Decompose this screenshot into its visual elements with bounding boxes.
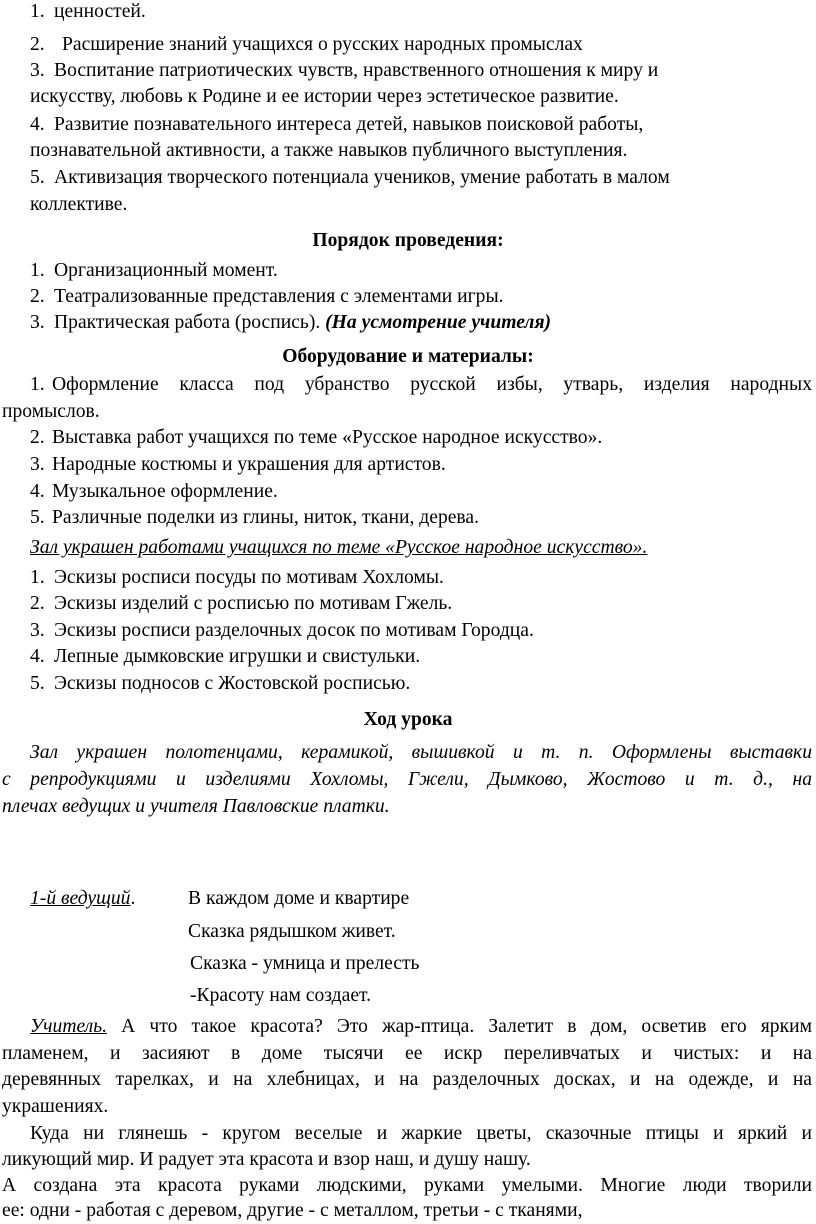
- teacher-line: украшениях.: [2, 1096, 109, 1117]
- hall-number: 1.: [30, 567, 45, 588]
- speaker-label: [30, 887, 135, 911]
- hall-item: Эскизы подносов с Жостовской росписью.: [54, 673, 411, 694]
- hall-item: Эскизы изделий с росписью по мотивам Гжель.: [54, 593, 453, 614]
- goal-text: ценностей.: [54, 1, 146, 22]
- order-number: 3.: [30, 312, 45, 333]
- equipment-heading: Оборудование и материалы:: [282, 346, 534, 367]
- equipment-item: Различные поделки из глины, ниток, ткани, дерева.: [52, 507, 480, 528]
- teacher-label: Учитель.: [30, 1016, 108, 1037]
- hall-number: 5.: [30, 673, 45, 694]
- intro-line: с репродукциями и изделиями Хохломы, Гжели, Дымково, Жостово и т. д., на: [2, 769, 812, 790]
- equipment-number: 1.: [30, 374, 45, 395]
- equipment-number: 2.: [30, 427, 45, 448]
- goal-text: искусству, любовь к Родине и ее истории через эстетическое развитие.: [30, 86, 619, 107]
- goal-number: 3.: [30, 60, 45, 81]
- order-item: Организационный момент.: [54, 260, 278, 281]
- equipment-item: Музыкальное оформление.: [52, 481, 278, 502]
- teacher-line: деревянных тарелках, и на хлебницах, и на разделочных досках, и на одежде, и на: [2, 1069, 812, 1090]
- equipment-item-continuation: промыслов.: [2, 401, 100, 422]
- paragraph-line: ее: одни - работая с деревом, другие - с металлом, третьи - с тканями,: [2, 1200, 583, 1221]
- order-item: Театрализованные представления с элементами игры.: [54, 286, 504, 307]
- paragraph-line: А создана эта красота руками людскими, руками умелыми. Многие люди творили: [2, 1175, 812, 1196]
- intro-line: Зал украшен полотенцами, керамикой, вышивкой и т. п. Оформлены выставки: [30, 742, 812, 763]
- paragraph-line: ликующий мир. И радует эта красота и взор наш, и душу нашу.: [2, 1149, 531, 1170]
- poem-line: -Красоту нам создает.: [190, 985, 372, 1006]
- teacher-discretion-note: (На усмотрение учителя): [325, 312, 552, 333]
- speaker-name: 1-й ведущий: [30, 888, 131, 909]
- equipment-number: 3.: [30, 454, 45, 475]
- poem-line: Сказка - умница и прелесть: [190, 953, 420, 974]
- paragraph-line: Куда ни глянешь - кругом веселые и жаркие цветы, сказочные птицы и яркий и: [30, 1123, 812, 1144]
- teacher-speech: А что такое красота? Это жар-птица. Залетит в дом, осветив его ярким: [121, 1016, 812, 1037]
- poem-line: В каждом доме и квартире: [188, 888, 410, 909]
- goal-text: Расширение знаний учащихся о русских народных промыслах: [62, 34, 583, 55]
- goal-text: Воспитание патриотических чувств, нравственного отношения к миру и: [54, 60, 659, 81]
- lesson-heading: Ход урока: [363, 709, 453, 730]
- hall-item: Эскизы росписи посуды по мотивам Хохломы.: [54, 567, 444, 588]
- goal-text: Активизация творческого потенциала учеников, умение работать в малом: [54, 167, 670, 188]
- speaker-dot: .: [130, 888, 136, 909]
- order-item: [54, 311, 551, 335]
- goal-text: познавательной активности, а также навыков публичного выступления.: [30, 140, 628, 161]
- goal-text: Развитие познавательного интереса детей, навыков поисковой работы,: [54, 114, 644, 135]
- goal-text: коллективе.: [30, 194, 128, 215]
- goal-number: 1.: [30, 1, 45, 22]
- hall-caption: Зал украшен работами учащихся по теме «Русское народное искусство».: [30, 537, 648, 558]
- hall-item: Лепные дымковские игрушки и свистульки.: [54, 646, 421, 667]
- goal-number: 2.: [30, 34, 45, 55]
- order-number: 1.: [30, 260, 45, 281]
- hall-number: 3.: [30, 620, 45, 641]
- order-heading: Порядок проведения:: [312, 230, 504, 251]
- goal-number: 5.: [30, 167, 45, 188]
- order-item-text: Практическая работа (роспись).: [54, 312, 321, 333]
- goal-number: 4.: [30, 114, 45, 135]
- equipment-number: 5.: [30, 507, 45, 528]
- equipment-item: Народные костюмы и украшения для артистов.: [52, 454, 446, 475]
- intro-line: плечах ведущих и учителя Павловские платки.: [2, 796, 390, 817]
- equipment-item: Выставка работ учащихся по теме «Русское народное искусство».: [52, 427, 603, 448]
- hall-number: 2.: [30, 593, 45, 614]
- hall-item: Эскизы росписи разделочных досок по мотивам Городца.: [54, 620, 534, 641]
- teacher-line: пламенем, и засияют в доме тысячи ее искр переливчатых и чистых: и на: [2, 1043, 812, 1064]
- equipment-number: 4.: [30, 481, 45, 502]
- hall-number: 4.: [30, 646, 45, 667]
- teacher-line: [30, 1015, 812, 1039]
- order-number: 2.: [30, 286, 45, 307]
- equipment-item: Оформление класса под убранство русской избы, утварь, изделия народных: [52, 374, 812, 395]
- poem-line: Сказка рядышком живет.: [188, 921, 396, 942]
